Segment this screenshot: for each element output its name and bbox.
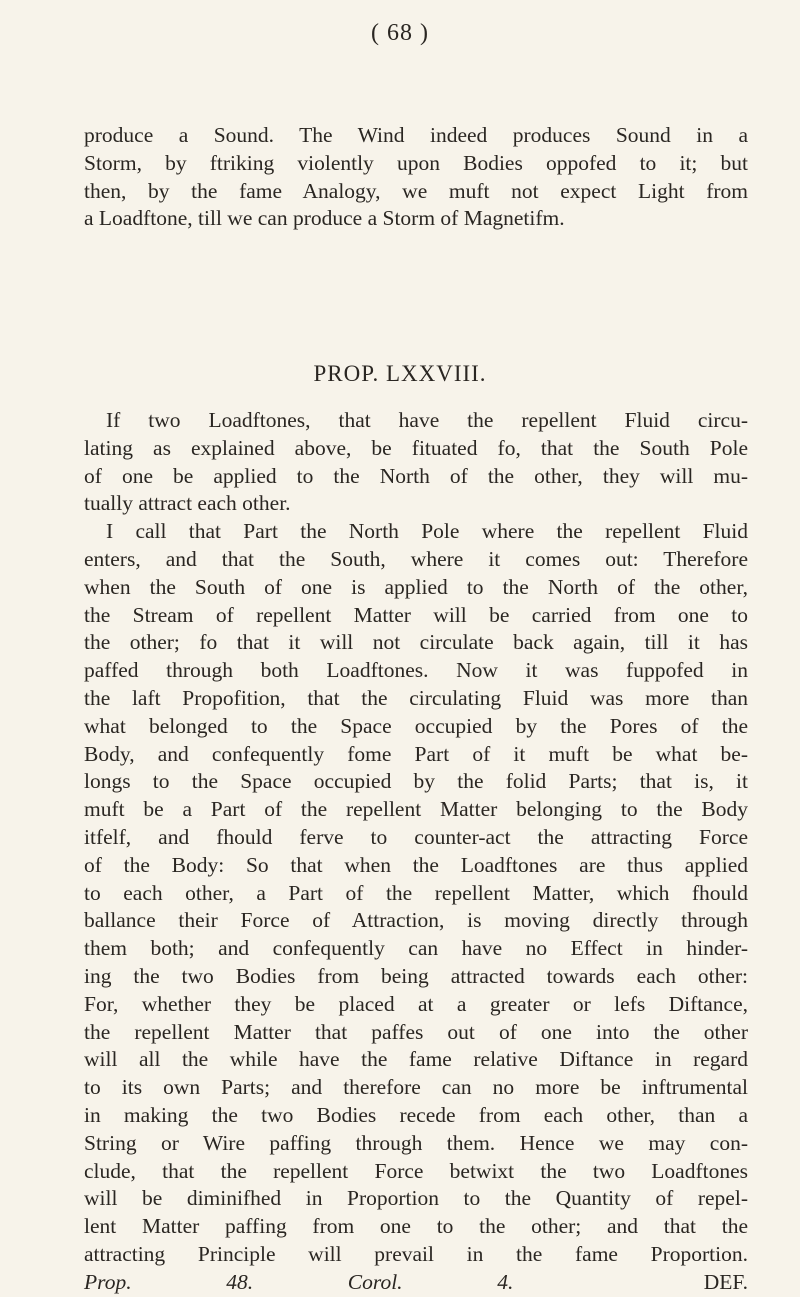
reference-line bbox=[84, 1269, 748, 1297]
text-line: tually attract each other. bbox=[84, 491, 291, 516]
text-line: of the Body: So that when the Loadftones are thus applied bbox=[84, 852, 748, 877]
text-line: to each other, a Part of the repellent Matter, which fhould bbox=[84, 880, 748, 905]
text-line: to its own Parts; and therefore can no more be inftrumental bbox=[84, 1075, 748, 1100]
text-line: muft be a Part of the repellent Matter belonging to the Body bbox=[84, 797, 748, 822]
text-line: clude, that the repellent Force betwixt the two Loadftones bbox=[84, 1158, 748, 1183]
text-line: lating as explained above, be fituated fo, that the South Pole bbox=[84, 435, 748, 460]
proposition-heading: PROP. LXXVIII. bbox=[313, 361, 487, 386]
text-line: lent Matter paffing from one to the other; and that the bbox=[84, 1214, 748, 1239]
text-line: of one be applied to the North of the other, they will mu- bbox=[84, 463, 748, 488]
text-line: For, whether they be placed at a greater or lefs Diftance, bbox=[84, 991, 748, 1016]
text-line: will all the while have the fame relative Diftance in regard bbox=[84, 1047, 748, 1072]
text-line: the laft Propofition, that the circulating Fluid was more than bbox=[84, 685, 748, 710]
text-line: String or Wire paffing through them. Hence we may con- bbox=[84, 1130, 748, 1155]
proposition-body bbox=[84, 407, 748, 1297]
text-line: the repellent Matter that paffes out of one into the other bbox=[84, 1019, 748, 1044]
text-line: If two Loadftones, that have the repellent Fluid circu- bbox=[106, 408, 748, 432]
text-line: attracting Principle will prevail in the fame Proportion. bbox=[84, 1241, 748, 1266]
text-line: Storm, by ftriking violently upon Bodies oppofed to it; but bbox=[84, 150, 748, 175]
text-line: in making the two Bodies recede from each other, than a bbox=[84, 1102, 748, 1127]
text-line: ballance their Force of Attraction, is moving directly through bbox=[84, 908, 748, 933]
text-line: ing the two Bodies from being attracted towards each other: bbox=[84, 963, 748, 988]
catchword: DEF. bbox=[703, 1269, 749, 1294]
text-line: when the South of one is applied to the North of the other, bbox=[84, 574, 748, 599]
text-line: longs to the Space occupied by the folid Parts; that is, it bbox=[84, 769, 748, 794]
text-line: enters, and that the South, where it comes out: Therefore bbox=[84, 546, 748, 571]
text-line: the Stream of repellent Matter will be carried from one to bbox=[84, 602, 748, 627]
text-line: the other; fo that it will not circulate back again, till it has bbox=[84, 630, 748, 655]
reference: Prop. 48. Corol. 4. bbox=[84, 1269, 514, 1294]
text-line: a Loadftone, till we can produce a Storm of Magnetifm. bbox=[84, 206, 565, 231]
text-line: then, by the fame Analogy, we muft not expect Light from bbox=[84, 178, 748, 203]
text-line: produce a Sound. The Wind indeed produces Sound in a bbox=[84, 123, 748, 147]
page-number: ( 68 ) bbox=[371, 20, 429, 46]
text-line: them both; and confequently can have no Effect in hinder- bbox=[84, 936, 748, 961]
opening-paragraph bbox=[84, 122, 748, 233]
text-line: I call that Part the North Pole where the repellent Fluid bbox=[106, 519, 748, 544]
text-line: paffed through both Loadftones. Now it was fuppofed in bbox=[84, 658, 748, 683]
text-line: itfelf, and fhould ferve to counter-act the attracting Force bbox=[84, 824, 748, 849]
text-line: Body, and confequently fome Part of it muft be what be- bbox=[84, 741, 748, 766]
text-line: what belonged to the Space occupied by the Pores of the bbox=[84, 713, 748, 738]
text-line: will be diminifhed in Proportion to the Quantity of repel- bbox=[84, 1186, 748, 1211]
